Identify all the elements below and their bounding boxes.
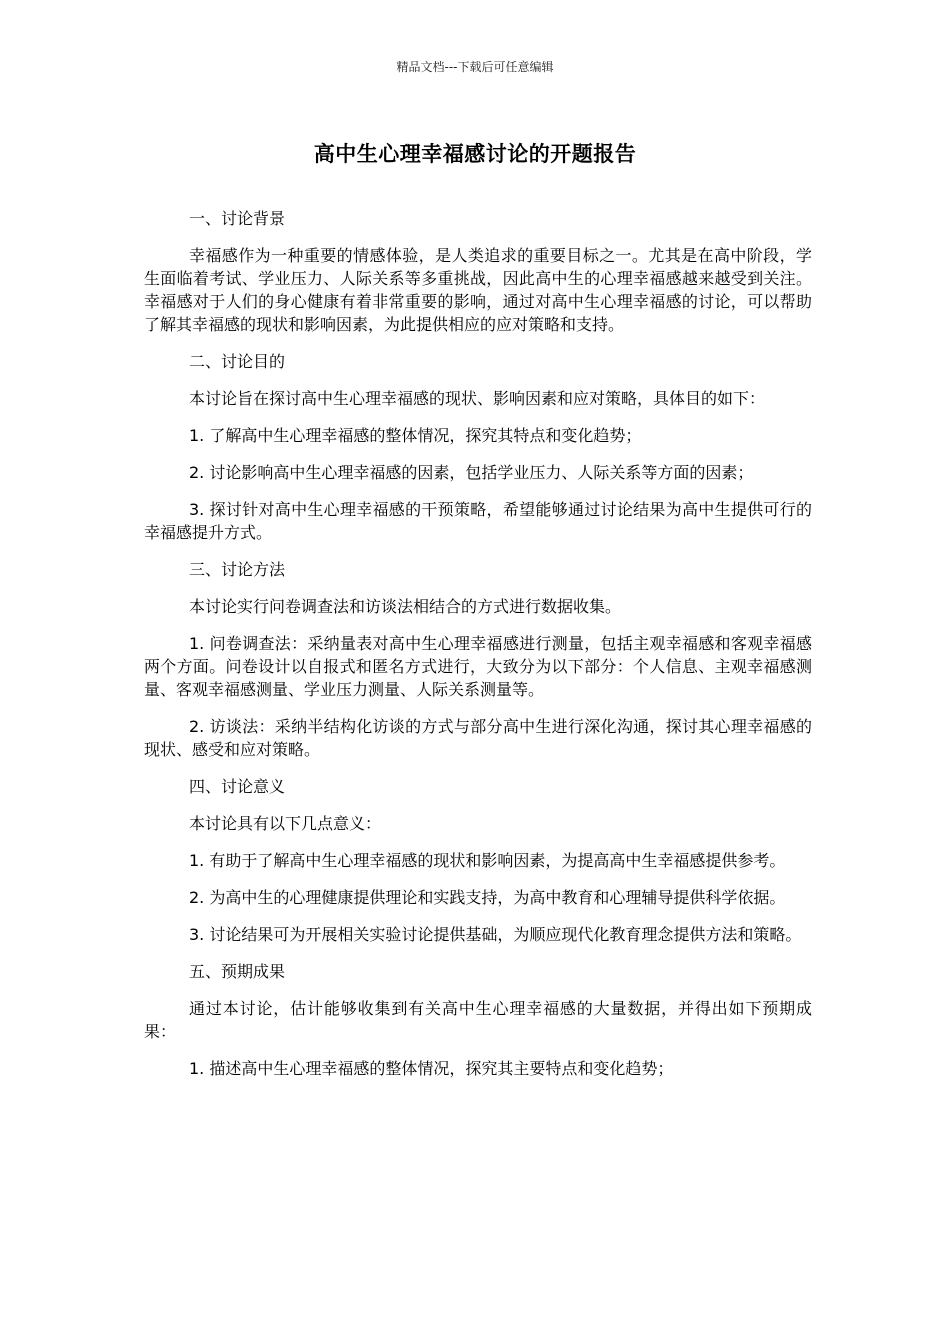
document-title: 高中生心理幸福感讨论的开题报告 [313, 142, 637, 166]
document-body [144, 207, 812, 1094]
section-heading-outcomes: 五、预期成果 [189, 962, 286, 981]
list-item: 3. 讨论结果可为开展相关实验讨论提供基础，为顺应现代化教育理念提供方法和策略。 [189, 925, 802, 944]
list-item: 1. 了解高中生心理幸福感的整体情况，探究其特点和变化趋势； [189, 426, 642, 445]
section-heading-purpose: 二、讨论目的 [189, 352, 286, 371]
paragraph: 本讨论实行问卷调查法和访谈法相结合的方式进行数据收集。 [189, 597, 622, 616]
paragraph: 本讨论旨在探讨高中生心理幸福感的现状、影响因素和应对策略，具体目的如下： [189, 389, 766, 408]
section-heading-method: 三、讨论方法 [189, 560, 286, 579]
section-heading-significance: 四、讨论意义 [189, 777, 286, 796]
list-item: 1. 描述高中生心理幸福感的整体情况，探究其主要特点和变化趋势； [189, 1059, 674, 1078]
list-item: 2. 为高中生的心理健康提供理论和实践支持，为高中教育和心理辅导提供科学依据。 [189, 888, 786, 907]
list-item: 2. 访谈法：采纳半结构化访谈的方式与部分高中生进行深化沟通，探讨其心理幸福感的现状、感受和应对策略。 [144, 717, 812, 759]
paragraph: 幸福感作为一种重要的情感体验，是人类追求的重要目标之一。尤其是在高中阶段，学生面临着考试、学业压力、人际关系等多重挑战，因此高中生的心理幸福感越来越受到关注。幸福感对于人们的身心健康有着非常重要的影响，通过对高中生心理幸福感的讨论，可以帮助了解其幸福感的现状和影响因素，为此提供相应的应对策略和支持。 [144, 246, 812, 334]
paragraph: 本讨论具有以下几点意义： [189, 814, 382, 833]
list-item: 1. 问卷调查法：采纳量表对高中生心理幸福感进行测量，包括主观幸福感和客观幸福感两个方面。问卷设计以自报式和匿名方式进行，大致分为以下部分：个人信息、主观幸福感测量、客观幸福感测量、学业压力测量、人际关系测量等。 [144, 634, 812, 699]
list-item: 2. 讨论影响高中生心理幸福感的因素，包括学业压力、人际关系等方面的因素； [189, 463, 754, 482]
list-item: 3. 探讨针对高中生心理幸福感的干预策略，希望能够通过讨论结果为高中生提供可行的幸福感提升方式。 [144, 500, 812, 542]
paragraph: 通过本讨论，估计能够收集到有关高中生心理幸福感的大量数据，并得出如下预期成果： [144, 999, 812, 1041]
list-item: 1. 有助于了解高中生心理幸福感的现状和影响因素，为提高高中生幸福感提供参考。 [189, 851, 786, 870]
section-heading-background: 一、讨论背景 [189, 209, 286, 228]
page-header: 精品文档---下载后可任意编辑 [396, 60, 554, 74]
